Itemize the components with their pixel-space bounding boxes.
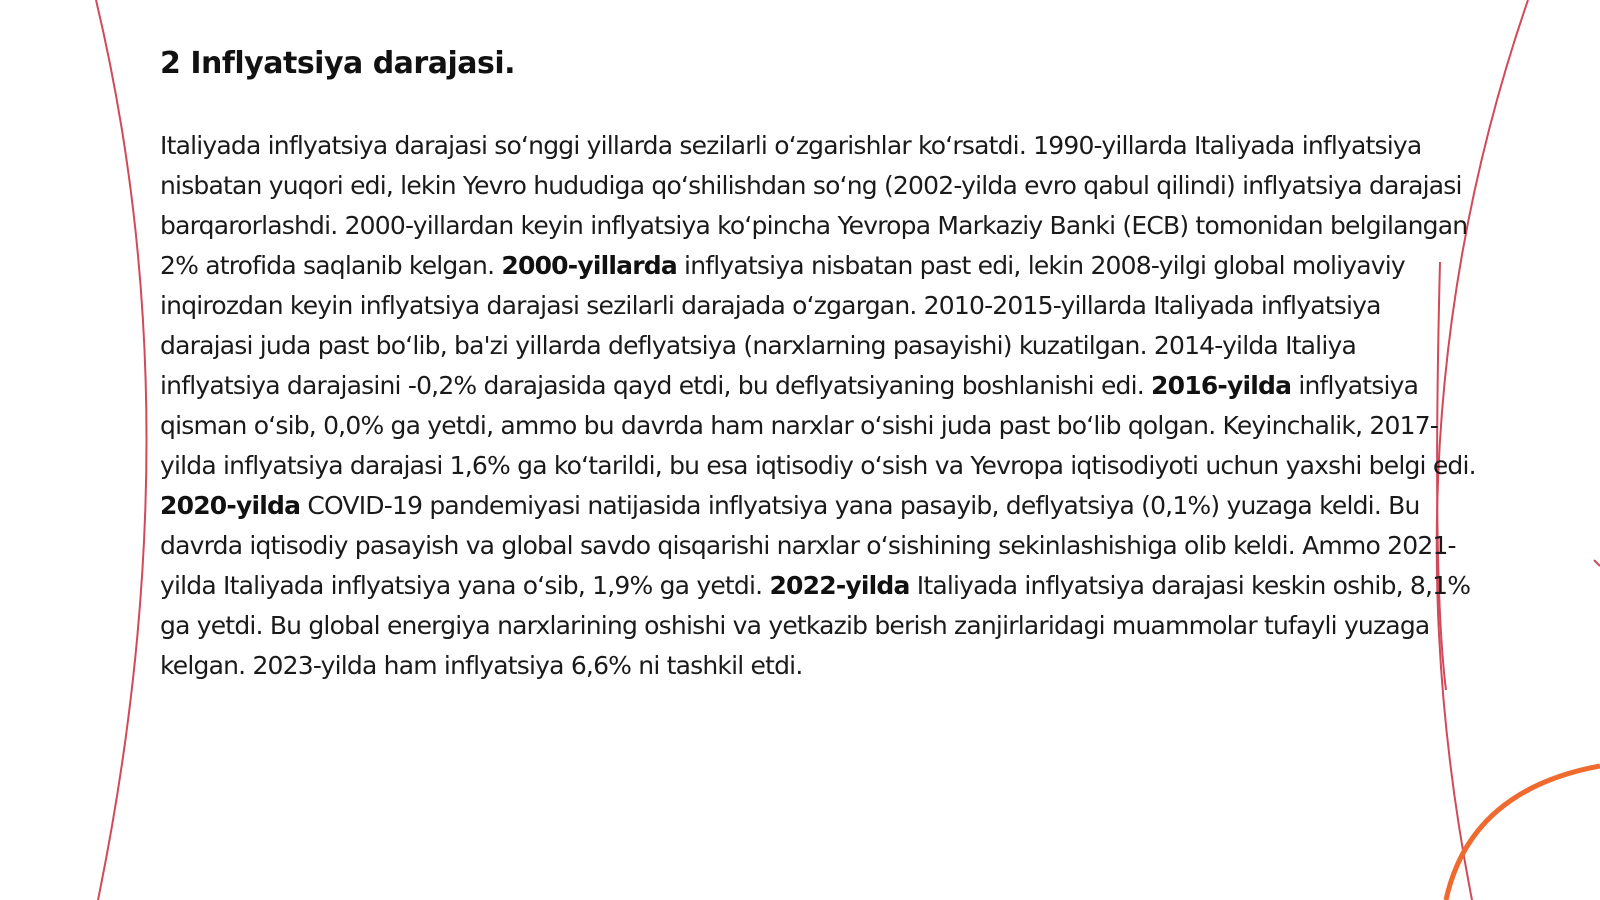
paragraph-run: COVID-19 pandemiyasi natijasida inflyatsiya yana pasayib, deflyatsiya (0,1%) yuzaga keldi. Bu davrda iqtisodiy pasayish va global savdo qisqarishi narxlar oʻsishining sekinlashishiga olib keldi. Ammo 2021-yilda Italiyada inflyatsiya yana oʻsib, 1,9% ga yetdi. [160,491,1456,600]
left-curve-line [96,0,147,900]
small-tick-mark [1594,560,1600,566]
paragraph-run: inflyatsiya qisman oʻsib, 0,0% ga yetdi, ammo bu davrda ham narxlar oʻsishi juda past boʻlib qolgan. Keyinchalik, 2017-yilda inflyatsiya darajasi 1,6% ga koʻtarildi, bu esa iqtisodiy oʻsish va Yevropa iqtisodiyoti uchun yaxshi belgi edi. [160,371,1476,480]
paragraph-run-bold: 2020-yilda [160,491,301,520]
paragraph-run: Italiyada inflyatsiya darajasi keskin oshib, 8,1% ga yetdi. Bu global energiya narxlarining oshishi va yetkazib berish zanjirlaridagi muammolar tufayli yuzaga kelgan. 2023-yilda ham inflyatsiya 6,6% ni tashkil etdi. [160,571,1471,680]
paragraph-run-bold: 2016-yilda [1151,371,1292,400]
slide-body-paragraph [160,126,1480,686]
paragraph-run: inflyatsiya nisbatan past edi, lekin 2008-yilgi global moliyaviy inqirozdan keyin inflyatsiya darajasi sezilarli darajada oʻzgargan. 2010-2015-yillarda Italiyada inflyatsiya darajasi juda past boʻlib, ba'zi yillarda deflyatsiya (narxlarning pasayishi) kuzatilgan. 2014-yilda Italiya inflyatsiya darajasini -0,2% darajasida qayd etdi, bu deflyatsiyaning boshlanishi edi. [160,251,1405,400]
paragraph-run-bold: 2000-yillarda [501,251,677,280]
slide-title: 2 Inflyatsiya darajasi. [160,46,516,81]
paragraph-run: Italiyada inflyatsiya darajasi soʻnggi yillarda sezilarli oʻzgarishlar koʻrsatdi. 1990-yillarda Italiyada inflyatsiya nisbatan yuqori edi, lekin Yevro hududiga qoʻshilishdan soʻng (2002-yilda evro qabul qilindi) inflyatsiya darajasi barqarorlashdi. 2000-yillardan keyin inflyatsiya koʻpincha Yevropa Markaziy Banki (ECB) tomonidan belgilangan 2% atrofida saqlanib kelgan. [160,131,1468,280]
orange-circle-arc [1446,766,1600,900]
paragraph-run-bold: 2022-yilda [769,571,910,600]
